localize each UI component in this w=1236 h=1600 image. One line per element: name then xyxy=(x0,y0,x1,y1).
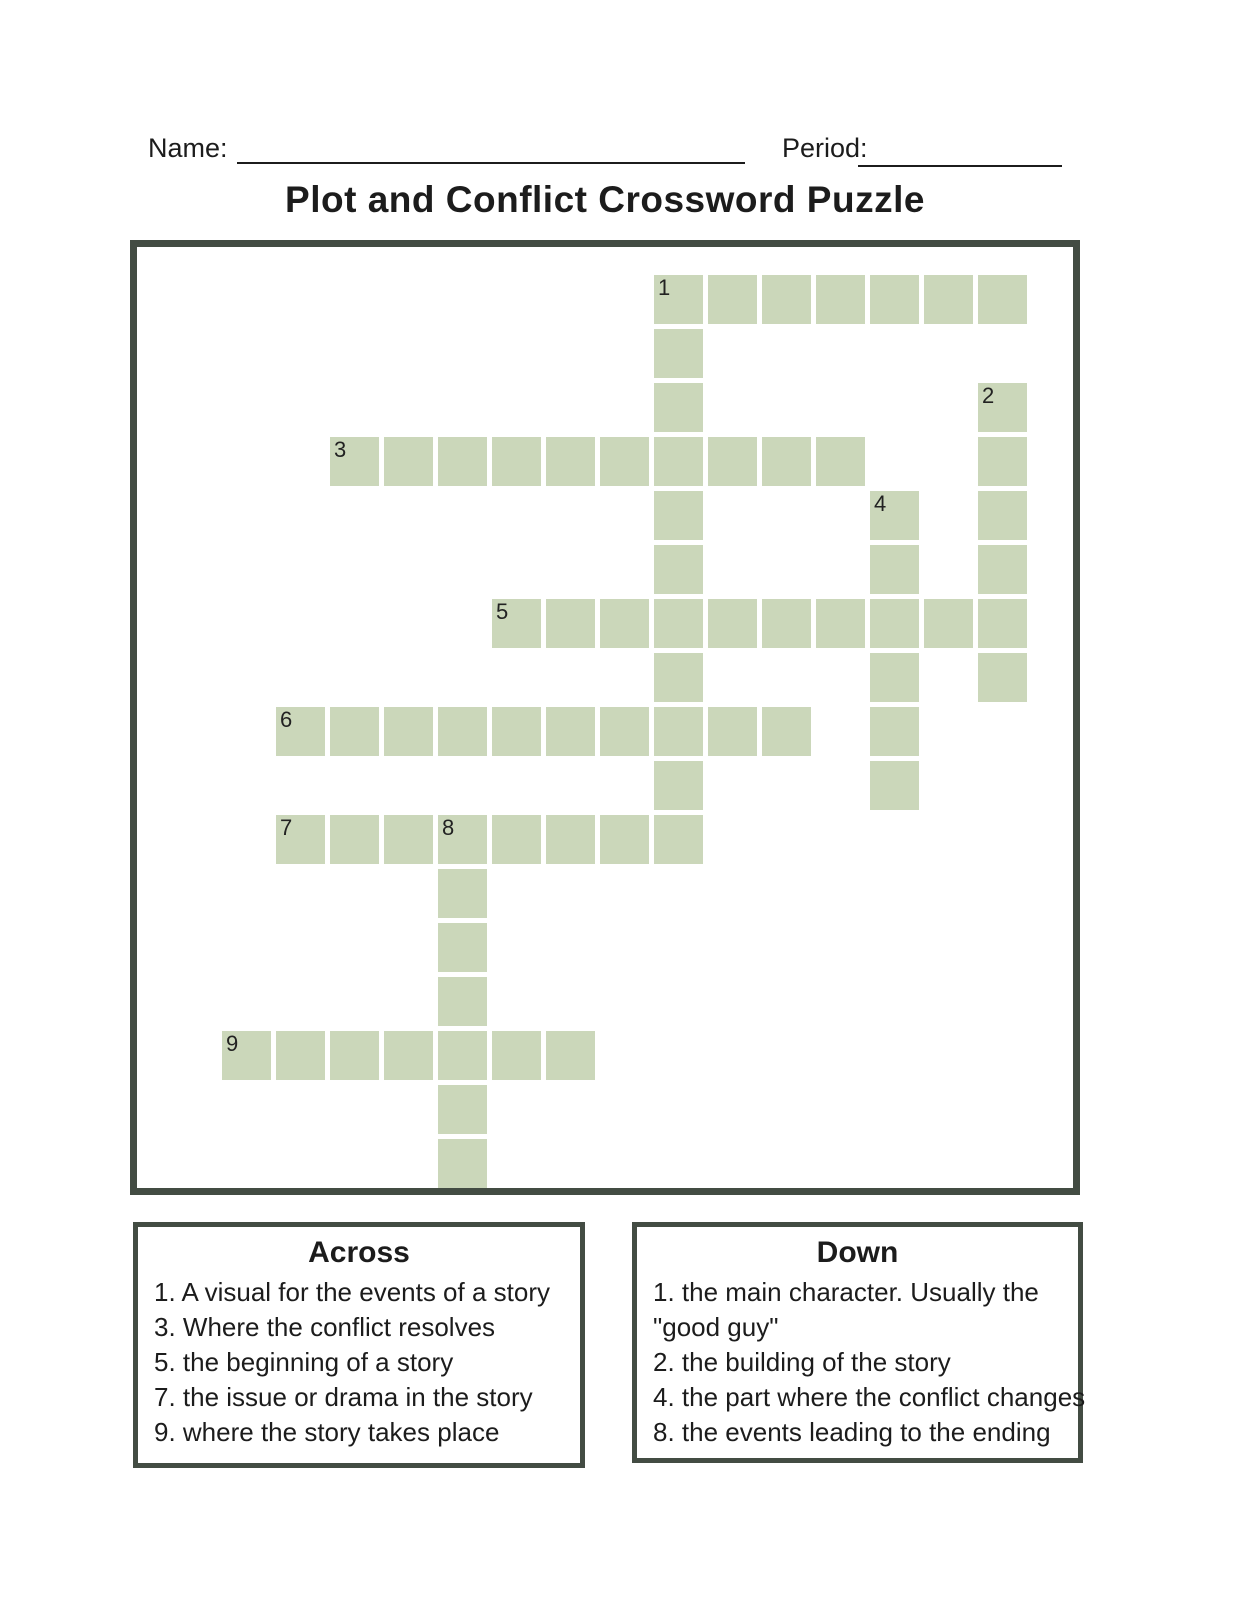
grid-cell[interactable] xyxy=(978,545,1027,594)
grid-cell[interactable] xyxy=(384,437,433,486)
grid-cell[interactable] xyxy=(330,815,379,864)
grid-cell[interactable] xyxy=(438,977,487,1026)
grid-cell[interactable] xyxy=(438,1139,487,1188)
grid-cell[interactable] xyxy=(654,545,703,594)
name-field-line[interactable] xyxy=(237,162,745,164)
grid-cell[interactable] xyxy=(654,329,703,378)
grid-cell[interactable] xyxy=(870,707,919,756)
clue-line: 8. the events leading to the ending xyxy=(653,1417,1051,1447)
clue-line: 7. the issue or drama in the story xyxy=(154,1382,533,1412)
clue-line: 5. the beginning of a story xyxy=(154,1347,454,1377)
grid-cell[interactable] xyxy=(546,599,595,648)
across-clues-title: Across xyxy=(308,1236,410,1269)
clue-line: 9. where the story takes place xyxy=(154,1417,500,1447)
grid-cell[interactable] xyxy=(384,1031,433,1080)
grid-cell[interactable] xyxy=(546,1031,595,1080)
grid-cell[interactable] xyxy=(330,437,379,486)
grid-cell[interactable] xyxy=(600,815,649,864)
grid-cell[interactable] xyxy=(492,1031,541,1080)
grid-cell[interactable] xyxy=(222,1031,271,1080)
grid-cell[interactable] xyxy=(546,815,595,864)
clue-number: 8 xyxy=(442,815,455,840)
grid-cell[interactable] xyxy=(438,707,487,756)
down-clues-title: Down xyxy=(816,1236,899,1269)
grid-cell[interactable] xyxy=(870,761,919,810)
crossword-grid xyxy=(130,240,1080,1195)
grid-cell[interactable] xyxy=(654,437,703,486)
clue-line: 3. Where the conflict resolves xyxy=(154,1312,496,1342)
grid-cell[interactable] xyxy=(762,437,811,486)
grid-cell[interactable] xyxy=(654,275,703,324)
page-title: Plot and Conflict Crossword Puzzle xyxy=(285,179,925,220)
grid-cell[interactable] xyxy=(708,707,757,756)
grid-cell[interactable] xyxy=(438,1085,487,1134)
clue-number: 2 xyxy=(982,383,995,408)
across-clues-box xyxy=(133,1222,585,1468)
grid-cell[interactable] xyxy=(492,707,541,756)
grid-cell[interactable] xyxy=(978,275,1027,324)
grid-cell[interactable] xyxy=(654,653,703,702)
clue-line: 1. A visual for the events of a story xyxy=(154,1277,550,1307)
grid-cell[interactable] xyxy=(816,275,865,324)
grid-cell[interactable] xyxy=(762,599,811,648)
grid-cell[interactable] xyxy=(654,599,703,648)
grid-cell[interactable] xyxy=(492,437,541,486)
grid-cell[interactable] xyxy=(978,653,1027,702)
grid-cell[interactable] xyxy=(654,707,703,756)
clue-number: 7 xyxy=(280,815,293,840)
grid-cell[interactable] xyxy=(330,707,379,756)
across-clues-list xyxy=(138,1275,580,1450)
grid-cell[interactable] xyxy=(492,599,541,648)
clue-line: 1. the main character. Usually the xyxy=(653,1277,1039,1307)
grid-cell[interactable] xyxy=(762,275,811,324)
grid-cell[interactable] xyxy=(600,437,649,486)
grid-cell[interactable] xyxy=(330,1031,379,1080)
clue-number: 4 xyxy=(874,491,887,516)
grid-cell[interactable] xyxy=(654,491,703,540)
grid-cell[interactable] xyxy=(276,1031,325,1080)
grid-cell[interactable] xyxy=(870,545,919,594)
grid-cell[interactable] xyxy=(654,383,703,432)
grid-cell[interactable] xyxy=(384,815,433,864)
grid-cell[interactable] xyxy=(978,437,1027,486)
clue-number: 3 xyxy=(334,437,347,462)
grid-cell[interactable] xyxy=(438,923,487,972)
down-clues-box xyxy=(632,1222,1086,1463)
clue-number: 6 xyxy=(280,707,293,732)
grid-cell[interactable] xyxy=(276,815,325,864)
period-field-line[interactable] xyxy=(858,165,1062,167)
grid-cell[interactable] xyxy=(438,1031,487,1080)
grid-cell[interactable] xyxy=(654,761,703,810)
grid-cell[interactable] xyxy=(870,491,919,540)
clue-number: 9 xyxy=(226,1031,239,1056)
grid-cell[interactable] xyxy=(924,275,973,324)
grid-cell[interactable] xyxy=(546,437,595,486)
grid-cell[interactable] xyxy=(708,275,757,324)
grid-cell[interactable] xyxy=(654,815,703,864)
grid-cell[interactable] xyxy=(438,869,487,918)
grid-cell[interactable] xyxy=(546,707,595,756)
grid-cell[interactable] xyxy=(924,599,973,648)
grid-cell[interactable] xyxy=(978,491,1027,540)
grid-cell[interactable] xyxy=(492,815,541,864)
grid-cell[interactable] xyxy=(978,599,1027,648)
grid-cell[interactable] xyxy=(870,653,919,702)
grid-cell[interactable] xyxy=(384,707,433,756)
grid-cell[interactable] xyxy=(816,437,865,486)
clue-line: "good guy" xyxy=(653,1312,779,1342)
grid-cell[interactable] xyxy=(708,437,757,486)
clue-number: 1 xyxy=(658,275,671,300)
clue-line: 4. the part where the conflict changes xyxy=(653,1382,1086,1412)
grid-cell[interactable] xyxy=(870,599,919,648)
grid-cell[interactable] xyxy=(438,437,487,486)
grid-cell[interactable] xyxy=(438,815,487,864)
grid-cell[interactable] xyxy=(276,707,325,756)
down-clues-list xyxy=(637,1275,1086,1450)
clue-line: 2. the building of the story xyxy=(653,1347,951,1377)
grid-cell[interactable] xyxy=(816,599,865,648)
grid-cell[interactable] xyxy=(978,383,1027,432)
grid-cell[interactable] xyxy=(600,599,649,648)
grid-cell[interactable] xyxy=(762,707,811,756)
period-label: Period: xyxy=(782,133,868,163)
name-label: Name: xyxy=(148,133,228,163)
grid-cell[interactable] xyxy=(600,707,649,756)
clue-number: 5 xyxy=(496,599,509,624)
grid-cell[interactable] xyxy=(870,275,919,324)
grid-cell[interactable] xyxy=(708,599,757,648)
